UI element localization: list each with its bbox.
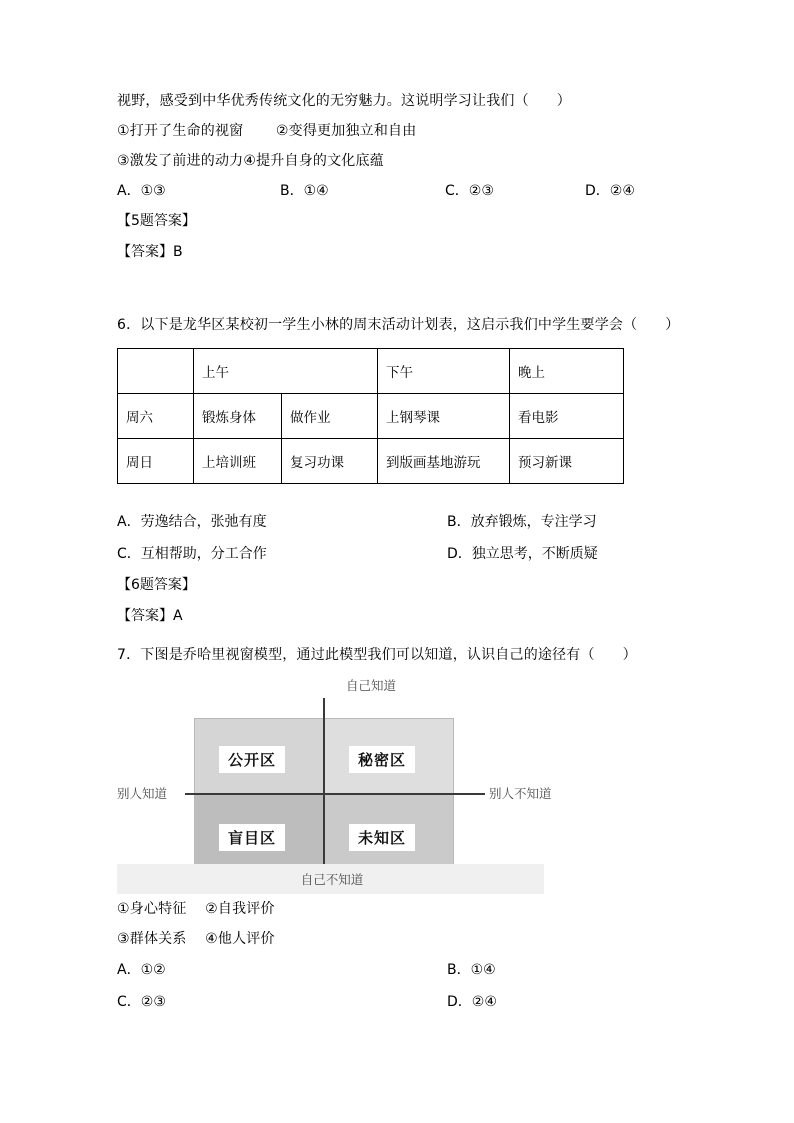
q7-options-row-1 <box>117 954 677 986</box>
table-header-cell-evening: 晚上 <box>510 349 624 394</box>
table-cell-pm: 上钢琴课 <box>378 394 510 439</box>
q5-option-c[interactable]: C．②③ <box>445 183 494 199</box>
table-header-cell-blank <box>118 349 194 394</box>
table-cell-am-1: 上培训班 <box>194 439 282 484</box>
johari-label-blind: 盲目区 <box>219 824 285 851</box>
section-spacer <box>117 268 677 310</box>
johari-label-open: 公开区 <box>219 746 285 773</box>
question-7-block <box>117 640 677 1018</box>
table-cell-am-1: 锻炼身体 <box>194 394 282 439</box>
q6-option-b[interactable]: B．放弃锻炼，专注学习 <box>447 514 597 530</box>
johari-window-diagram <box>117 676 677 894</box>
q5-answer-header: 【5题答案】 <box>117 213 196 229</box>
q6-options-row-2 <box>117 538 677 570</box>
q5-stem-line-1: 视野，感受到中华优秀传统文化的无穷魅力。这说明学习让我们（ ） <box>117 93 571 109</box>
table-header-cell-morning: 上午 <box>194 349 378 394</box>
q7-option-c[interactable]: C．②③ <box>117 994 166 1010</box>
table-cell-evening: 看电影 <box>510 394 624 439</box>
johari-top-axis-label: 自己知道 <box>345 678 396 693</box>
q5-answer-text: 【答案】B <box>117 244 183 260</box>
q5-option-d[interactable]: D．②④ <box>585 183 635 199</box>
q6-answer-header: 【6题答案】 <box>117 577 196 593</box>
table-cell-am-2: 做作业 <box>282 394 378 439</box>
table-cell-evening: 预习新课 <box>510 439 624 484</box>
table-row <box>118 439 624 484</box>
q6-option-d[interactable]: D．独立思考，不断质疑 <box>447 546 598 562</box>
johari-left-axis-label: 别人知道 <box>117 786 168 801</box>
page-content <box>117 86 680 1018</box>
question-5-block <box>117 86 677 268</box>
q6-option-a[interactable]: A．劳逸结合，张弛有度 <box>117 514 267 530</box>
table-options-spacer <box>117 490 677 506</box>
johari-right-axis-label: 别人不知道 <box>489 786 552 801</box>
q5-option-b[interactable]: B．①④ <box>280 183 329 199</box>
q6-option-c[interactable]: C．互相帮助，分工合作 <box>117 546 267 562</box>
table-cell-am-2: 复习功课 <box>282 439 378 484</box>
q7-option-a[interactable]: A．①② <box>117 962 166 978</box>
table-cell-pm: 到版画基地游玩 <box>378 439 510 484</box>
table-cell-day: 周日 <box>118 439 194 484</box>
johari-vertical-axis <box>323 698 325 870</box>
q5-stem-line-3: ③激发了前进的动力④提升自身的文化底蕴 <box>117 153 384 169</box>
q6-answer-text: 【答案】A <box>117 608 183 624</box>
table-header-cell-afternoon: 下午 <box>378 349 510 394</box>
table-header-row <box>118 349 624 394</box>
q6-schedule-table <box>117 348 624 484</box>
johari-horizontal-axis <box>185 793 485 795</box>
q6-stem: 6．以下是龙华区某校初一学生小林的周末活动计划表，这启示我们中学生要学会（ ） <box>117 317 680 333</box>
q7-option-b[interactable]: B．①④ <box>447 962 496 978</box>
q6-options-row-1 <box>117 506 677 538</box>
q7-stem: 7．下图是乔哈里视窗模型，通过此模型我们可以知道，认识自己的途径有（ ） <box>117 647 637 663</box>
q7-items-line-2: ③群体关系 ④他人评价 <box>117 931 275 947</box>
q5-stem-line-2: ①打开了生命的视窗 ②变得更加独立和自由 <box>117 123 417 139</box>
q7-options-row-2 <box>117 986 677 1018</box>
johari-bottom-axis-label: 自己不知道 <box>300 872 364 887</box>
q5-option-a[interactable]: A．①③ <box>117 183 166 199</box>
section-spacer <box>117 632 677 640</box>
question-6-block <box>117 310 680 632</box>
table-row <box>118 394 624 439</box>
q5-options <box>117 176 677 206</box>
johari-label-unknown: 未知区 <box>349 824 415 851</box>
q7-option-d[interactable]: D．②④ <box>447 994 497 1010</box>
table-cell-day: 周六 <box>118 394 194 439</box>
q7-items-line-1: ①身心特征 ②自我评价 <box>117 901 275 917</box>
johari-label-secret: 秘密区 <box>349 746 415 773</box>
